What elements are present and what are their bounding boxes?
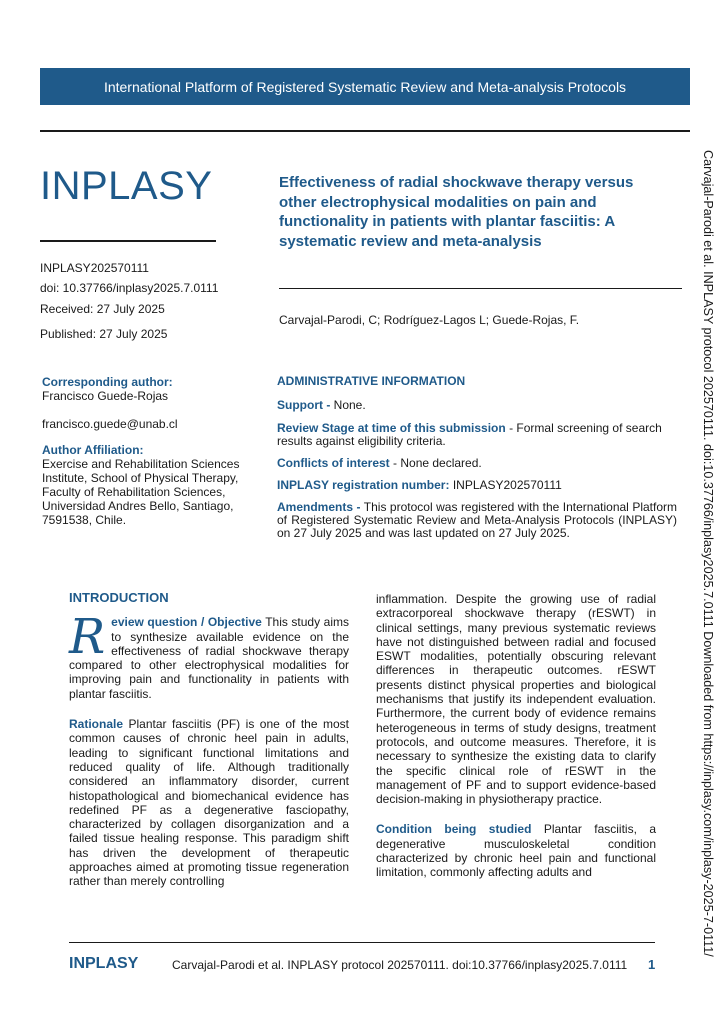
corresponding-name: Francisco Guede-Rojas [42,389,169,403]
amendments-label: Amendments - [277,500,361,514]
registration-label: INPLASY registration number: [277,478,450,492]
intro-column-1 [69,591,349,889]
corresponding-heading: Corresponding author: [42,375,173,389]
protocol-id: INPLASY202570111 [40,261,149,275]
review-question-text: This study aims to synthesize available evidence on the effectiveness of radial shockwave therapy compared to other electrophysical modalities for improving pain and functionality in patients with plantar fasciitis. [69,615,349,701]
condition-label: Condition being studied [376,822,532,837]
affiliation-heading: Author Affiliation: [42,443,144,457]
admin-heading: ADMINISTRATIVE INFORMATION [277,374,466,388]
corresponding-email[interactable]: francisco.guede@unab.cl [42,417,178,431]
affiliation-text: Exercise and Rehabilitation Sciences Institute, School of Physical Therapy, Faculty of Rehabilitation Sciences, Universidad Andres Bello, Santiago, 7591538, Chile. [42,457,240,527]
amendments-value: This protocol was registered with the International Platform of Registered Systematic Review and Meta-Analysis Protocols (INPLASY) on 27 July 2025 and was last updated on 27 July 2025. [277,500,677,540]
side-citation-text[interactable]: Carvajal-Parodi et al. INPLASY protocol 202570111. doi:10.37766/inplasy2025.7.0111 Downloaded from https://inplasy.com/inplasy-2025-7-0111/ [701,150,715,957]
intro-heading: INTRODUCTION [69,590,169,605]
page-number: 1 [648,957,656,972]
authors: Carvajal-Parodi, C; Rodríguez-Lagos L; Guede-Rojas, F. [279,313,580,327]
protocol-doi: doi: 10.37766/inplasy2025.7.0111 [40,281,219,295]
admin-block [277,375,677,540]
corresponding-block [42,375,252,527]
admin-conflicts [277,457,677,470]
title-rule [279,288,682,289]
admin-stage [277,422,677,448]
rationale-text: Plantar fasciitis (PF) is one of the most common causes of chronic heel pain in adults, leading to significant functional limitations and reduced quality of life. Although traditionally considered an inflammatory disorder, current histopathological and biomechanical evidence has redefined PF as a degenerative fasciopathy, characterized by collagen disorganization and a failed tissue healing response. This paradigm shift has driven the development of therapeutic approaches aimed at promoting tissue regeneration rather than merely controlling [69,717,349,889]
admin-support [277,399,677,412]
registration-value: INPLASY202570111 [449,478,562,492]
rationale-continued: inflammation. Despite the growing use of radial extracorporeal shockwave therapy (rESWT) in clinical settings, many previous systematic reviews have not distinguished between radial and focused ESWT modalities, potentially obscuring relevant differences in therapeutic outcomes. rESWT presents distinct physical properties and biological mechanisms that justify its independent evaluation. Furthermore, the current body of evidence remains heterogeneous in terms of study designs, treatment protocols, and outcome measures. Therefore, it is necessary to synthesize the existing data to clarify the specific clinical role of rESWT in the management of PF and to support evidence-based decision-making in physiotherapy practice. [376,592,656,807]
footer-logo: INPLASY [69,955,139,972]
intro-column-2 [376,592,656,880]
header-rule [40,130,690,132]
condition-text: Plantar fasciitis, a degenerative musculoskeletal condition characterized by chronic heel pain and functional limitation, commonly affecting adults and [376,822,656,880]
review-question-paragraph [69,609,349,701]
published-date: Published: 27 July 2025 [40,327,168,341]
review-question-label: eview question / Objective [111,615,262,630]
support-label: Support - [277,398,331,412]
conflicts-value: - None declared. [389,456,482,470]
logo-rule [40,240,216,242]
drop-cap: R [69,609,106,666]
footer-citation: Carvajal-Parodi et al. INPLASY protocol 202570111. doi:10.37766/inplasy2025.7.0111 [172,958,628,972]
admin-registration [277,479,677,492]
footer-rule [69,942,655,943]
admin-amendments [277,501,677,540]
received-date: Received: 27 July 2025 [40,302,165,316]
stage-value: - Formal screening of search results against eligibility criteria. [277,421,662,448]
article-title: Effectiveness of radial shockwave therapy versus other electrophysical modalities on pain and functionality in patients with plantar fasciitis: A systematic review and meta-analysis [279,174,634,250]
conflicts-label: Conflicts of interest [277,456,390,470]
rationale-paragraph [69,717,349,889]
inplasy-logo: INPLASY [40,164,213,208]
stage-label: Review Stage at time of this submission [277,421,506,435]
banner-text: International Platform of Registered Systematic Review and Meta-analysis Protocols [103,78,627,95]
side-citation [696,150,720,970]
support-value: None. [330,398,366,412]
rationale-label: Rationale [69,717,124,732]
condition-paragraph [376,822,656,879]
header-banner [40,68,690,105]
